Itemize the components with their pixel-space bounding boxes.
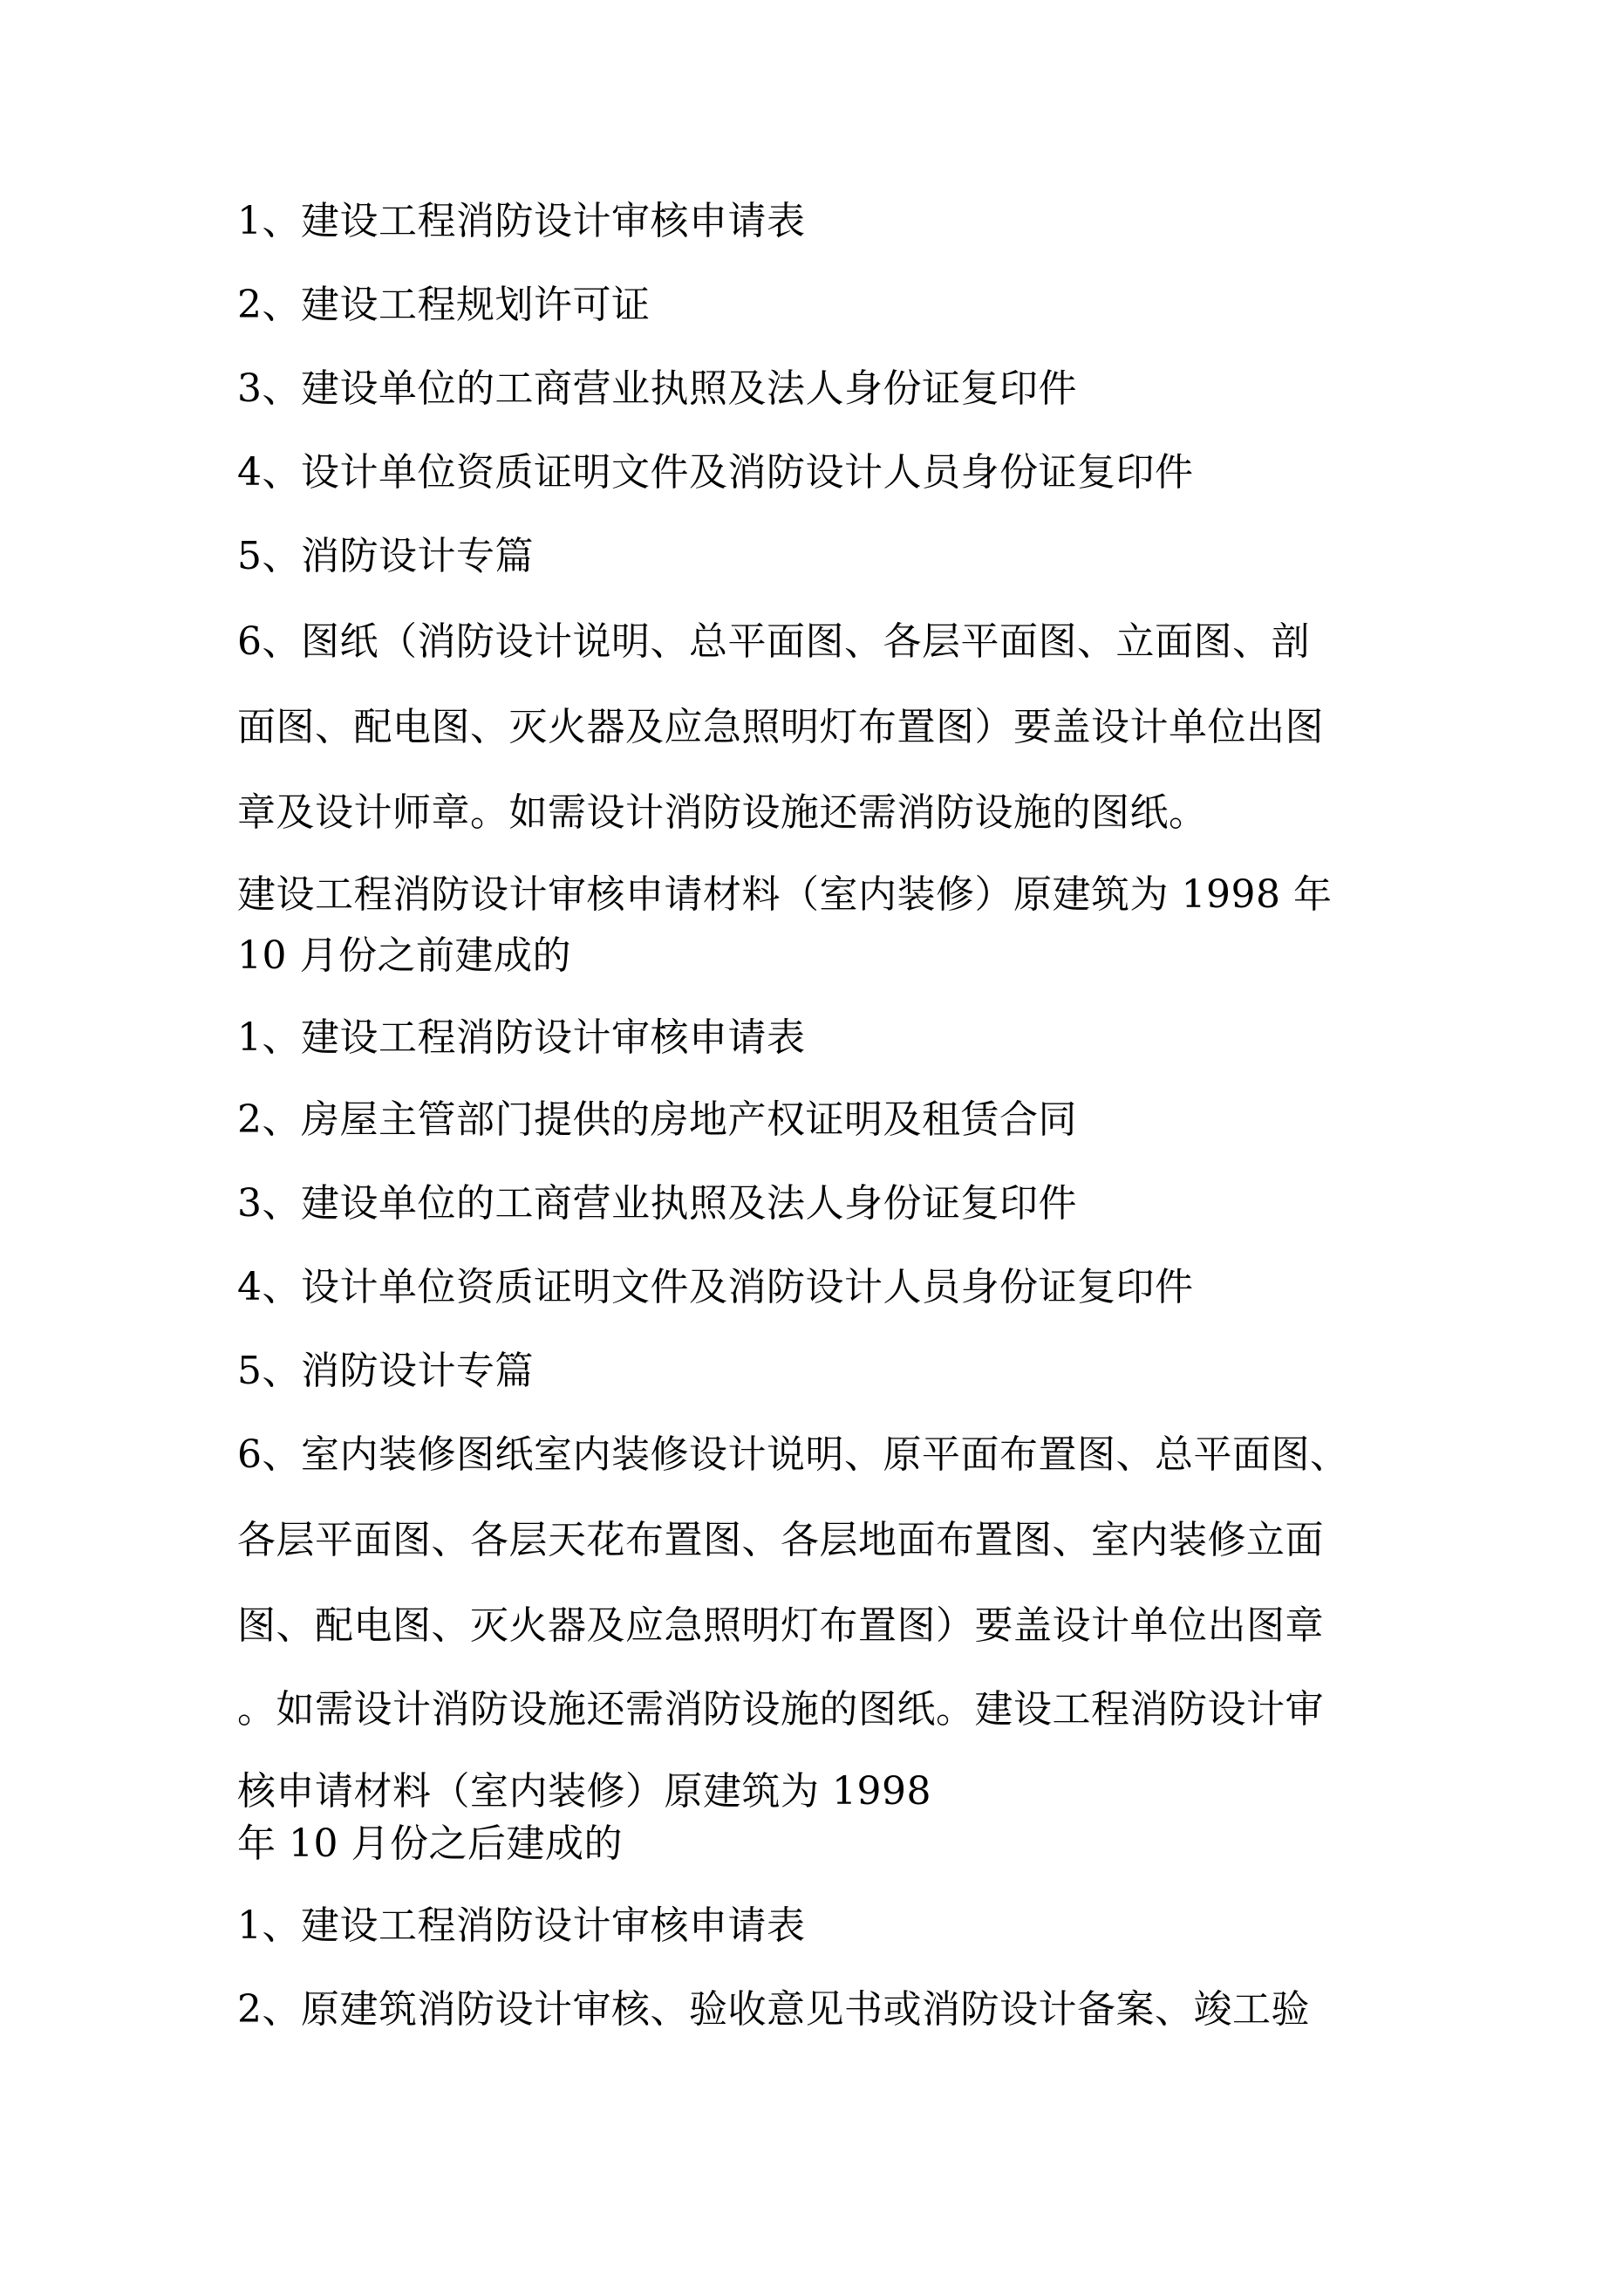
doc-line: 5、消防设计专篇: [237, 1349, 534, 1393]
doc-line: 2、原建筑消防设计审核、验收意见书或消防设计备案、竣工验: [237, 1987, 1310, 2032]
doc-line: 6、图纸（消防设计说明、总平面图、各层平面图、立面图、剖: [237, 619, 1310, 664]
doc-line: 建设工程消防设计审核申请材料（室内装修）原建筑为 1998 年: [237, 872, 1333, 917]
doc-line: 各层平面图、各层天花布置图、各层地面布置图、室内装修立面: [237, 1518, 1324, 1562]
doc-line: 图、配电图、灭火器及应急照明灯布置图）要盖设计单位出图章: [237, 1603, 1324, 1648]
doc-line: 10 月份之前建成的: [237, 933, 571, 978]
doc-line: 1、建设工程消防设计审核申请表: [237, 199, 806, 243]
doc-line: 3、建设单位的工商营业执照及法人身份证复印件: [237, 366, 1077, 411]
doc-line: 1、建设工程消防设计审核申请表: [237, 1015, 806, 1060]
doc-line: 面图、配电图、灭火器及应急照明灯布置图）要盖设计单位出图: [237, 705, 1324, 749]
doc-line: 1、建设工程消防设计审核申请表: [237, 1903, 806, 1948]
doc-line: 2、建设工程规划许可证: [237, 283, 651, 327]
doc-line: 6、室内装修图纸室内装修设计说明、原平面布置图、总平面图、: [237, 1432, 1349, 1477]
doc-line: 。如需设计消防设施还需消防设施的图纸。建设工程消防设计审: [237, 1687, 1324, 1732]
doc-line: 2、房屋主管部门提供的房地产权证明及租赁合同: [237, 1097, 1077, 1142]
doc-line: 4、设计单位资质证明文件及消防设计人员身份证复印件: [237, 450, 1194, 495]
doc-line: 核申请材料（室内装修）原建筑为 1998: [237, 1769, 931, 1814]
doc-line: 3、建设单位的工商营业执照及法人身份证复印件: [237, 1181, 1077, 1226]
doc-line: 4、设计单位资质证明文件及消防设计人员身份证复印件: [237, 1265, 1194, 1309]
doc-line: 5、消防设计专篇: [237, 534, 534, 578]
doc-line: 章及设计师章。如需设计消防设施还需消防设施的图纸。: [237, 790, 1208, 835]
doc-line: 年 10 月份之后建成的: [237, 1821, 623, 1866]
